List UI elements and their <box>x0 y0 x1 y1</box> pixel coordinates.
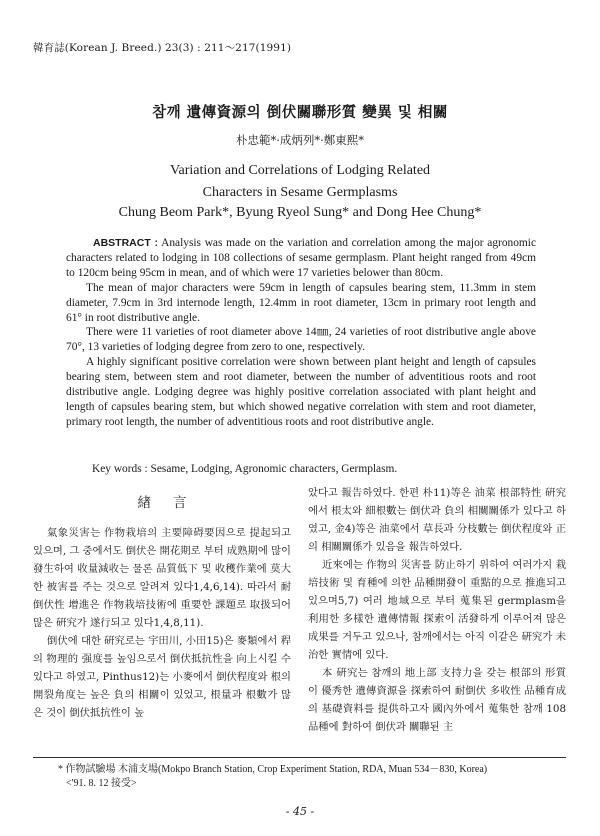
section-title-introduction: 緖言 <box>137 495 209 511</box>
abstract <box>66 236 536 430</box>
abstract-paragraph-3: There were 11 varieties of root diameter above 14㎜, 24 varieties of root distributive angle above 70°, 13 varieties of lodging degree from zero to one, respectively. <box>66 326 536 354</box>
abstract-paragraph-4: A highly significant positive correlation were shown between plant height and length of capsules bearing stem, between stem and root diameter, between the number of adventitious roots and root distributive angle. Lodging degree was highly positive correlation associated with plant height and length of capsules bearing stem, but which showed negative correlation with stem and root diameter, primary root length, the number of adventitious roots and root distributive angle. <box>66 356 536 428</box>
abstract-paragraph-1 <box>66 236 536 281</box>
english-title-line-2: Characters in Sesame Germplasms <box>202 185 398 200</box>
footnote <box>58 763 487 791</box>
intro-paragraph-5: 本 硏究는 참깨의 地上部 支持力을 갖는 根部의 形質이 優秀한 遺傳資源을 探索하여 耐倒伏 多收性 品種育成의 基礎資料를 提供하고자 國內外에서 蒐集한 참깨 108品種에 對하여 倒伏과 關聯된 主 <box>308 667 566 733</box>
intro-paragraph-3: 았다고 報告하였다. 한편 朴11)等은 油菜 根部特性 硏究에서 根太와 細根數는 倒伏과 負의 相關關係가 있다고 하였고, 金4)等은 油菜에서 草長과 分枝數는 倒伏程度와 正의 相關關係가 있음을 報告하였다. <box>308 487 566 553</box>
english-title <box>0 160 600 204</box>
abstract-label: ABSTRACT : <box>93 237 159 249</box>
intro-paragraph-2: 倒伏에 대한 硏究로는 宇田川, 小田15)은 麥類에서 稈의 物理的 强度를 높임으로서 倒伏抵抗性을 向上시킬 수 있다고 하였고, Pinthus12)는 小麥에서 倒伏程度와 根의 開裂角度는 높은 負의 相關이 있었고, 根量과 根數가 많은 것이 倒伏抵抗性이 높 <box>33 635 291 719</box>
abstract-paragraph-2: The mean of major characters were 59cm in length of capsules bearing stem, 11.3mm in stem diameter, 7.9cm in 3rd internode length, 12.4mm in root diameter, 13cm in primary root length and 61° in root distributive angle. <box>66 281 536 324</box>
footnote-affiliation: * 作物試驗場 木浦支場(Mokpo Branch Station, Crop Experiment Station, RDA, Muan 534－830, Korea) <box>58 764 488 775</box>
footnote-divider <box>33 757 566 758</box>
abstract-text-1: Analysis was made on the variation and correlation among the major agronomic characters related to lodging in 108 collections of sesame germplasm. Plant height ranged from 49cm to 120cm being 95cm in mean, and of which were 17 varieties belower than 80cm. <box>66 237 536 279</box>
left-column <box>33 484 291 722</box>
intro-paragraph-4: 近來에는 作物의 災害를 防止하기 위하여 여러가지 栽培技術 및 育種에 의한 品種開發이 重點的으로 推進되고 있으며5,7) 여러 地域으로 부터 蒐集된 germplasm을 利用한 多樣한 遺傳情報 探索이 活發하게 이루어져 많은 成果를 거두고 있으나, 참깨에서는 아직 이같은 硏究가 未治한 實情에 있다. <box>308 559 566 661</box>
footnote-received-date: <'91. 8. 12 接受> <box>66 778 137 789</box>
keywords: Key words : Sesame, Lodging, Agronomic characters, Germplasm. <box>92 463 398 475</box>
page-number: - 45 - <box>285 805 315 818</box>
english-title-line-1: Variation and Correlations of Lodging Related <box>169 163 431 178</box>
korean-title: 참깨 遺傳資源의 倒伏關聯形質 變異 및 相關 <box>152 104 448 121</box>
journal-citation: 韓育誌(Korean J. Breed.) 23(3) : 211～217(1991) <box>33 42 292 54</box>
english-authors: Chung Beom Park*, Byung Ryeol Sung* and Dong Hee Chung* <box>118 205 482 220</box>
right-column <box>308 484 566 736</box>
intro-paragraph-1: 氣象災害는 作物栽培의 主要障碍要因으로 提起되고 있으며, 그 중에서도 倒伏은 開花期로 부터 成熟期에 많이 發生하여 收量減收는 물론 品質低下 및 收穫作業에 莫大한 被害를 주는 것으로 알려져 있다1,4,6,14). 따라서 耐倒伏性 增進은 作物栽培技術에 重要한 課題로 取扱되어 많은 硏究가 遂行되고 있다1,4,8,11). <box>33 527 291 629</box>
korean-authors: 朴忠範*·成炳列*·鄭東熙* <box>235 133 365 147</box>
